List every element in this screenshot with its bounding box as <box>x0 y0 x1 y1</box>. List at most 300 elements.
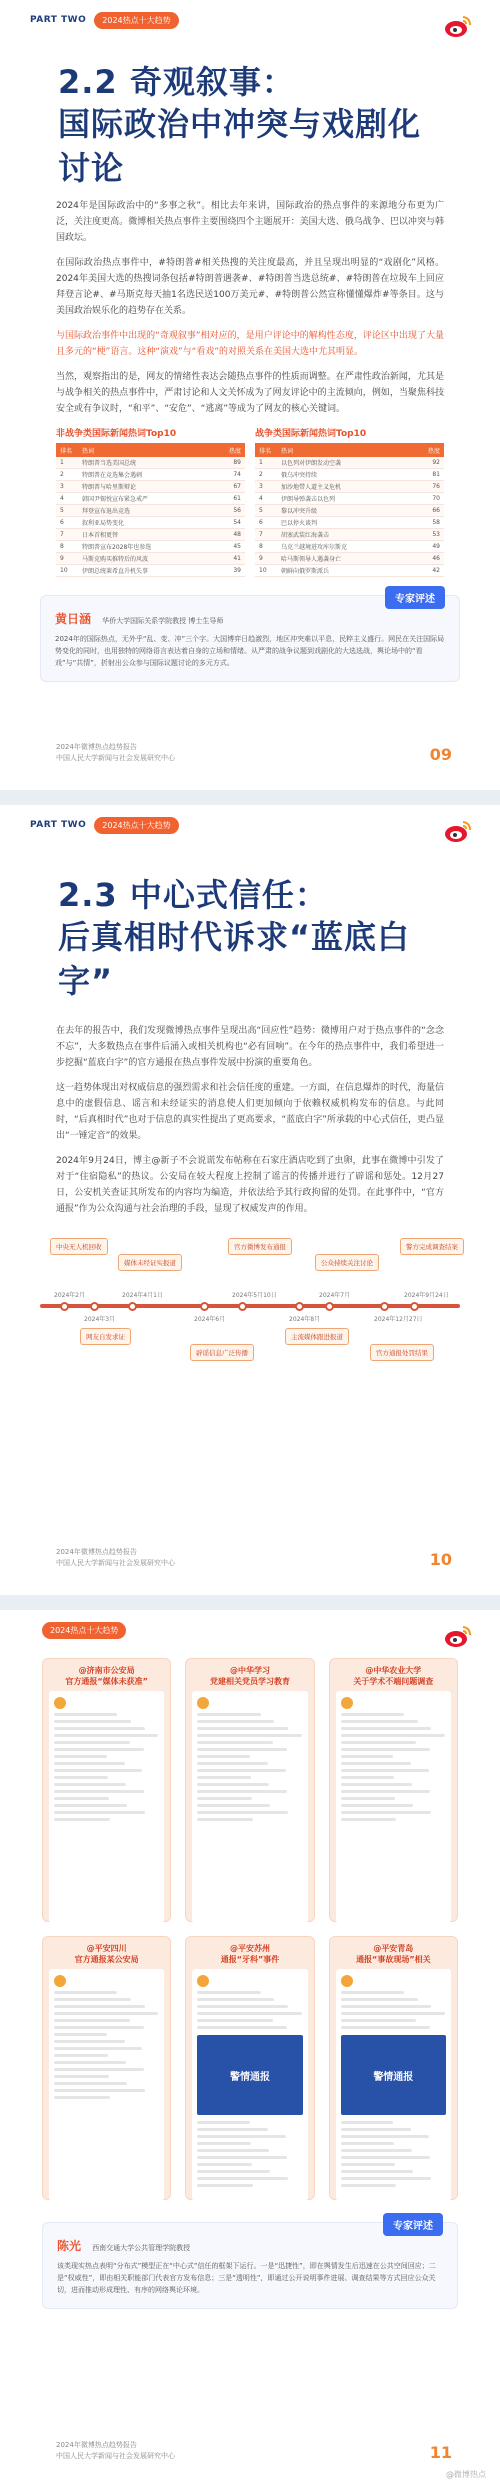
text-line-placeholder <box>197 2156 287 2159</box>
table-header <box>255 443 444 457</box>
page-header <box>0 0 500 40</box>
paragraph-highlight <box>0 328 500 360</box>
table-row <box>56 493 245 505</box>
timeline-date: 2024年6月 <box>194 1316 226 1323</box>
weibo-logo-icon <box>444 14 472 38</box>
col-word: 热词 <box>281 447 294 455</box>
text-line-placeholder <box>54 2026 144 2029</box>
table-row <box>56 553 245 565</box>
cell-rank: 8 <box>60 543 64 550</box>
weibo-post-screenshot <box>185 1658 314 1922</box>
text-line-placeholder <box>197 1991 260 1994</box>
cell-heat: 81 <box>432 471 440 478</box>
timeline-node <box>90 1302 99 1311</box>
cell-word: 日本首相更替 <box>82 532 119 539</box>
text-line-placeholder <box>341 2142 395 2145</box>
text-line-placeholder <box>54 2096 110 2099</box>
cell-rank: 5 <box>60 507 64 514</box>
table-rows <box>56 457 245 577</box>
expert-text: 2024年的国际热点，无外乎“乱、变、冲”三个字。大国博弈日趋激烈，地区冲突难以平息，民粹主义盛行。网民在关注国际局势变化的同时，也用独特的网络语言表达着自身的立场和情绪。从严肃的战争议题到戏剧化的大选选战，舆论场中的“看戏”与“共情”，折射出公众参与国际议题讨论的多元方式。 <box>55 635 445 667</box>
post-author <box>341 1975 446 1987</box>
text-line-placeholder <box>341 1755 394 1758</box>
weibo-logo-icon <box>444 819 472 843</box>
avatar <box>54 1697 66 1709</box>
table-row <box>255 517 444 529</box>
post-body <box>192 1969 307 2201</box>
notice-poster: 警情通报 <box>341 2035 446 2115</box>
timeline-event: 官方通报处罚结果 <box>370 1344 434 1361</box>
cell-heat: 56 <box>233 507 241 514</box>
text-line-placeholder <box>341 2128 412 2131</box>
cell-word: 黎以冲突升级 <box>281 508 318 515</box>
cell-heat: 49 <box>432 543 440 550</box>
page-number: 10 <box>429 1550 452 1569</box>
page-10 <box>0 805 500 1595</box>
highlight-text: 与国际政治事件中出现的“奇观叙事”相对应的，是用户评论中的解构性态度，评论区中出现了大量且多元的“梗”语言。这种“演戏”与“看戏”的对照关系在美国大选中尤其明显。 <box>56 331 444 357</box>
section-pill: 2024热点十大趋势 <box>94 817 178 834</box>
screenshot-caption: @中华农业大学 关于学术不端问题调查 <box>353 1666 434 1686</box>
cell-heat: 48 <box>233 531 241 538</box>
text-line-placeholder <box>197 1748 287 1751</box>
cell-word: 哈马斯领导人遇袭身亡 <box>281 556 342 563</box>
text-line-placeholder <box>54 1727 145 1730</box>
text-line-placeholder <box>341 2005 432 2008</box>
text-line-placeholder <box>341 1769 429 1772</box>
cell-word: 加沙地带人道主义危机 <box>281 484 342 491</box>
footer <box>56 742 175 764</box>
cell-word: 乌克兰越境进攻库尔斯克 <box>281 544 348 551</box>
table-row <box>255 541 444 553</box>
post-body <box>192 1691 307 1923</box>
cell-rank: 10 <box>60 567 68 574</box>
footer <box>56 1547 175 1569</box>
timeline-event: 官方微博发布通报 <box>228 1238 292 1255</box>
weibo-post-screenshot <box>42 1658 171 1922</box>
table-header <box>56 443 245 457</box>
col-heat: 热度 <box>228 447 241 455</box>
text-line-placeholder <box>54 1818 110 1821</box>
expert-title: 西南交通大学公共管理学院教授 <box>92 2244 191 2252</box>
text-line-placeholder <box>341 2012 445 2015</box>
text-line-placeholder <box>54 1762 125 1765</box>
text-line-placeholder <box>54 1783 126 1786</box>
text-line-placeholder <box>341 1713 404 1716</box>
title-line-1: 2.2 奇观叙事： <box>58 63 295 101</box>
timeline-date: 2024年4月1日 <box>122 1292 163 1299</box>
cell-rank: 1 <box>60 459 64 466</box>
text-line-placeholder <box>197 1720 274 1723</box>
expert-tag: 专家评述 <box>385 586 445 609</box>
watermark: @微博热点 <box>446 2470 486 2479</box>
cell-rank: 3 <box>259 483 263 490</box>
timeline-event: 警方完成调查结案 <box>400 1238 464 1255</box>
table-row <box>255 505 444 517</box>
text-line-placeholder <box>197 1762 268 1765</box>
text-line-placeholder <box>197 1755 250 1758</box>
timeline-node <box>295 1302 304 1311</box>
cell-rank: 6 <box>60 519 64 526</box>
text-line-placeholder <box>54 2089 145 2092</box>
cell-heat: 66 <box>432 507 440 514</box>
text-line-placeholder <box>341 2149 413 2152</box>
weibo-post-screenshot <box>329 1936 458 2200</box>
text-line-placeholder <box>54 1811 145 1814</box>
text-line-placeholder <box>197 1776 251 1779</box>
cell-heat: 46 <box>432 555 440 562</box>
text-line-placeholder <box>54 2012 158 2015</box>
screenshot-grid <box>0 1650 500 2200</box>
table-row <box>56 541 245 553</box>
text-line-placeholder <box>197 2149 269 2152</box>
part-label: PART TWO <box>30 820 87 830</box>
text-line-placeholder <box>197 1713 260 1716</box>
post-author <box>197 1697 302 1709</box>
text-line-placeholder <box>54 1998 131 2001</box>
text-line-placeholder <box>341 2177 432 2180</box>
paragraph: 2024年是国际政治中的“多事之秋”。相比去年来讲，国际政治的热点事件的来源地分布更为广泛，关注度更高。微博相关热点事件主要围绕四个主题展开：美国大选、俄乌战争、巴以冲突与韩国政坛。 <box>56 201 444 243</box>
text-line-placeholder <box>197 1734 301 1737</box>
cell-word: 朝鲜向俄罗斯派兵 <box>281 568 330 575</box>
text-line-placeholder <box>54 1755 107 1758</box>
text-line-placeholder <box>341 2170 414 2173</box>
timeline-node <box>380 1302 389 1311</box>
weibo-logo-icon <box>444 1624 472 1648</box>
expert-comment <box>40 595 460 682</box>
cell-heat: 53 <box>432 531 440 538</box>
cell-word: 伊朗导弹袭击以色列 <box>281 496 336 503</box>
cell-word: 特朗普当选美国总统 <box>82 460 137 467</box>
text-line-placeholder <box>54 2054 108 2057</box>
cell-heat: 45 <box>233 543 241 550</box>
cell-heat: 39 <box>233 567 241 574</box>
text-line-placeholder <box>197 1811 288 1814</box>
paragraph: 当然，观察指出的是，网友的情绪性表达会随热点事件的性质而调整。在严肃性政治新闻，尤其是与战争相关的热点事件中，严肃讨论和人文关怀成为了网友评论中的主流倾向，例如，当聚焦科技安全或有争议时，“和平”、“安危”、“逃离”等成为了网友的核心关键词。 <box>56 372 444 414</box>
avatar <box>197 1975 209 1987</box>
cell-rank: 7 <box>60 531 64 538</box>
notice-poster: 警情通报 <box>197 2035 302 2115</box>
cell-word: 特朗普与哈里斯辩论 <box>82 484 137 491</box>
text-line-placeholder <box>341 1727 432 1730</box>
post-body <box>49 1691 164 1923</box>
screenshot-caption: @济南市公安局 官方通报“媒体未获准” <box>65 1666 148 1686</box>
text-line-placeholder <box>54 2047 142 2050</box>
text-line-placeholder <box>54 1776 108 1779</box>
avatar <box>341 1975 353 1987</box>
text-line-placeholder <box>341 1818 397 1821</box>
cell-word: 特朗普在竞选集会遇刺 <box>82 472 143 479</box>
timeline-node <box>128 1302 137 1311</box>
timeline-event: 公众持续关注讨论 <box>315 1254 379 1271</box>
cell-rank: 6 <box>259 519 263 526</box>
text-line-placeholder <box>197 2142 251 2145</box>
page-header <box>0 1610 500 1650</box>
table-war <box>255 426 444 577</box>
text-line-placeholder <box>341 1776 395 1779</box>
timeline-date: 2024年3月 <box>84 1316 116 1323</box>
expert-title: 华侨大学国际关系学院教授 博士生导师 <box>102 617 224 625</box>
timeline-node <box>200 1302 209 1311</box>
col-rank: 排名 <box>259 447 272 455</box>
post-author <box>341 1697 446 1709</box>
text-line-placeholder <box>341 2163 396 2166</box>
paragraph: 在去年的报告中，我们发现微博热点事件呈现出高“回应性”趋势：微博用户对于热点事件的“念念不忘”，大多数热点在事件后涌入或相关机构也“必有回响”。在今年的热点事件中，我们希望进一步挖掘“蓝底白字”的官方通报在热点事件发展中扮演的重要角色。 <box>56 1026 444 1068</box>
text-line-placeholder <box>54 1734 158 1737</box>
text-line-placeholder <box>197 2019 273 2022</box>
expert-tag: 专家评述 <box>383 2213 443 2236</box>
page-9 <box>0 0 500 790</box>
text-line-placeholder <box>341 1804 414 1807</box>
timeline-node <box>60 1302 69 1311</box>
timeline-date: 2024年8月 <box>289 1316 321 1323</box>
text-line-placeholder <box>54 2075 109 2078</box>
text-line-placeholder <box>54 1991 117 1994</box>
table-row <box>255 481 444 493</box>
text-line-placeholder <box>341 1811 432 1814</box>
title-line-2: 国际政治中冲突与戏剧化讨论 <box>58 105 422 187</box>
text-line-placeholder <box>197 1783 269 1786</box>
cell-word: 伊朗总统莱希直升机失事 <box>82 568 149 575</box>
text-line-placeholder <box>54 2033 107 2036</box>
paragraph: 这一趋势体现出对权威信息的强烈需求和社会信任度的重建。一方面，在信息爆炸的时代，海量信息中的虚假信息、谣言和未经证实的消息使人们更加倾向于依赖权威机构发布的信息。与此同时，“后真相时代”也对于信息的真实性提出了更高要求，“蓝底白字”所承载的中心式信任，更凸显出“一锤定音”的效果。 <box>56 1083 444 1141</box>
cell-rank: 2 <box>259 471 263 478</box>
col-heat: 热度 <box>427 447 440 455</box>
timeline-date: 2024年12月27日 <box>374 1316 423 1323</box>
table-row <box>56 469 245 481</box>
cell-word: 特朗普宣布2028年也参选 <box>82 544 152 551</box>
text-line-placeholder <box>341 1748 431 1751</box>
table-row <box>255 469 444 481</box>
text-line-placeholder <box>54 2061 126 2064</box>
section-pill: 2024热点十大趋势 <box>42 1622 126 1639</box>
cell-rank: 9 <box>259 555 263 562</box>
text-line-placeholder <box>341 1783 413 1786</box>
cell-rank: 10 <box>259 567 267 574</box>
cell-heat: 92 <box>432 459 440 466</box>
page-title <box>0 845 500 1023</box>
text-line-placeholder <box>341 1991 404 1994</box>
table-row <box>56 517 245 529</box>
text-line-placeholder <box>54 2005 145 2008</box>
table-row <box>255 457 444 469</box>
timeline-node <box>410 1302 419 1311</box>
table-row <box>56 481 245 493</box>
screenshot-caption: @平安苏州 通报“牙科”事件 <box>220 1944 280 1964</box>
timeline-date: 2024年2月 <box>54 1292 86 1299</box>
cell-heat: 41 <box>233 555 241 562</box>
page-11 <box>0 1610 500 2488</box>
text-line-placeholder <box>197 1804 270 1807</box>
cell-rank: 7 <box>259 531 263 538</box>
cell-rank: 4 <box>60 495 64 502</box>
cell-rank: 8 <box>259 543 263 550</box>
text-line-placeholder <box>54 1790 144 1793</box>
table-row <box>255 529 444 541</box>
cell-rank: 9 <box>60 555 64 562</box>
text-line-placeholder <box>197 1998 274 2001</box>
text-line-placeholder <box>341 2135 429 2138</box>
cell-heat: 67 <box>233 483 241 490</box>
cell-rank: 1 <box>259 459 263 466</box>
text-line-placeholder <box>197 2005 288 2008</box>
cell-heat: 42 <box>432 567 440 574</box>
expert-name: 黄日涵 <box>55 612 92 626</box>
text-line-placeholder <box>197 1818 253 1821</box>
col-rank: 排名 <box>60 447 73 455</box>
cell-heat: 58 <box>432 519 440 526</box>
page-number: 11 <box>429 2443 452 2462</box>
footer-line: 中国人民大学新闻与社会发展研究中心 <box>56 1559 175 1567</box>
text-line-placeholder <box>197 1797 252 1800</box>
table-row <box>56 529 245 541</box>
table-row <box>56 457 245 469</box>
footer-line: 2024年微博热点趋势报告 <box>56 743 137 751</box>
text-line-placeholder <box>54 1713 117 1716</box>
timeline-node <box>325 1302 334 1311</box>
text-line-placeholder <box>341 1998 418 2001</box>
text-line-placeholder <box>54 2082 127 2085</box>
cell-word: 胡塞武装红海袭击 <box>281 532 330 539</box>
text-line-placeholder <box>197 1727 288 1730</box>
timeline-node <box>238 1302 247 1311</box>
text-line-placeholder <box>341 1797 396 1800</box>
cell-heat: 54 <box>233 519 241 526</box>
text-line-placeholder <box>54 2068 144 2071</box>
table-row <box>255 553 444 565</box>
paragraph: 2024年9月24日，博主@新子不会说谎发布帖称在石家庄酒店吃到了虫卵，此事在微博中引发了对于“住宿隐私”的热议。公安局在较大程度上控制了谣言的传播并进行了辟谣和惩处。12月27日，公安机关查证其所发布的内容均为编造，并依法给予其行政拘留的处罚。在此事件中，“官方通报”作为公众沟通与社会治理的手段，显现了权威发声的作用。 <box>56 1156 444 1214</box>
footer-line: 2024年微博热点趋势报告 <box>56 2441 137 2449</box>
text-line-placeholder <box>341 1762 412 1765</box>
hotword-tables <box>0 426 500 577</box>
cell-rank: 5 <box>259 507 263 514</box>
page-number: 09 <box>429 745 452 764</box>
table-row <box>56 565 245 577</box>
weibo-post-screenshot <box>42 1936 171 2200</box>
cell-word: 叙利亚局势变化 <box>82 520 125 527</box>
table-title: 战争类国际新闻热词Top10 <box>255 429 367 439</box>
footer-line: 中国人民大学新闻与社会发展研究中心 <box>56 754 175 762</box>
cell-word: 以色列对伊朗发动空袭 <box>281 460 342 467</box>
text-line-placeholder <box>54 2040 125 2043</box>
timeline-event: 媒体未经证实报道 <box>118 1254 182 1271</box>
text-line-placeholder <box>341 1734 445 1737</box>
timeline-event: 网友自发求证 <box>80 1328 131 1345</box>
timeline-date: 2024年9月24日 <box>404 1292 449 1299</box>
screenshot-caption: @平安青岛 通报“事故现场”相关 <box>356 1944 431 1964</box>
text-line-placeholder <box>54 1804 127 1807</box>
section-pill: 2024热点十大趋势 <box>94 12 178 29</box>
text-line-placeholder <box>341 2026 431 2029</box>
weibo-post-screenshot <box>185 1936 314 2200</box>
text-line-placeholder <box>54 2019 130 2022</box>
cell-word: 马斯克购买推特后的风波 <box>82 556 149 563</box>
post-body <box>49 1969 164 2201</box>
timeline-event: 辟谣信息广泛传播 <box>190 1344 254 1361</box>
text-line-placeholder <box>341 1790 431 1793</box>
expert-text: 该类现实热点表明“分布式”模型正在“中心式”信任的框架下运行。一是“迅捷性”，即在舆情发生后迅速在公共空间回应；二是“权威性”，即由相关职能部门代表官方发布信息；三是“透明性”，即通过公开说明事件进展、调查结果等方式回应公众关切，进而推动形成理性、有序的网络舆论环境。 <box>57 2262 436 2294</box>
post-body <box>336 1969 451 2201</box>
weibo-post-screenshot <box>329 1658 458 1922</box>
cell-word: 巴以停火谈判 <box>281 520 318 527</box>
table-row <box>255 493 444 505</box>
page-title <box>0 40 500 198</box>
text-line-placeholder <box>197 2184 253 2187</box>
page-header <box>0 805 500 845</box>
text-line-placeholder <box>341 2184 397 2187</box>
avatar <box>54 1975 66 1987</box>
timeline-event: 中央无人机回收 <box>50 1238 108 1255</box>
timeline-date: 2024年5月10日 <box>232 1292 277 1299</box>
text-line-placeholder <box>54 1720 131 1723</box>
avatar <box>341 1697 353 1709</box>
text-line-placeholder <box>54 1797 109 1800</box>
cell-heat: 70 <box>432 495 440 502</box>
title-line-2: 后真相时代诉求“蓝底白字” <box>58 918 411 1000</box>
text-line-placeholder <box>197 2177 288 2180</box>
cell-rank: 4 <box>259 495 263 502</box>
text-line-placeholder <box>341 2121 394 2124</box>
timeline-date: 2024年7月 <box>319 1292 351 1299</box>
cell-rank: 2 <box>60 471 64 478</box>
text-line-placeholder <box>197 1741 273 1744</box>
text-line-placeholder <box>197 1790 287 1793</box>
table-title: 非战争类国际新闻热词Top10 <box>56 429 177 439</box>
text-line-placeholder <box>197 2012 301 2015</box>
text-line-placeholder <box>197 2128 268 2131</box>
text-line-placeholder <box>54 1769 142 1772</box>
text-line-placeholder <box>54 1748 144 1751</box>
footer-line: 中国人民大学新闻与社会发展研究中心 <box>56 2452 175 2460</box>
table-row <box>56 505 245 517</box>
text-line-placeholder <box>197 2170 270 2173</box>
cell-rank: 3 <box>60 483 64 490</box>
screenshot-caption: @平安四川 官方通报某公安局 <box>74 1944 139 1964</box>
screenshot-caption: @中华学习 党建相关党员学习教育 <box>209 1666 290 1686</box>
cell-heat: 76 <box>432 483 440 490</box>
text-line-placeholder <box>54 1741 130 1744</box>
table-non-war <box>56 426 245 577</box>
text-line-placeholder <box>197 2135 285 2138</box>
text-line-placeholder <box>197 2163 252 2166</box>
part-label: PART TWO <box>30 15 87 25</box>
table-row <box>255 565 444 577</box>
title-line-1: 2.3 中心式信任： <box>58 876 328 914</box>
text-line-placeholder <box>341 2156 431 2159</box>
expert-comment <box>42 2222 458 2309</box>
cell-heat: 74 <box>233 471 241 478</box>
post-author <box>197 1975 302 1987</box>
table-rows <box>255 457 444 577</box>
post-author <box>54 1975 159 1987</box>
timeline-event: 主流媒体跟进报道 <box>285 1328 349 1345</box>
text-line-placeholder <box>341 1741 417 1744</box>
col-word: 热词 <box>82 447 95 455</box>
text-line-placeholder <box>341 1720 418 1723</box>
cell-heat: 89 <box>233 459 241 466</box>
footer-line: 2024年微博热点趋势报告 <box>56 1548 137 1556</box>
text-line-placeholder <box>197 2026 287 2029</box>
cell-word: 俄乌冲突持续 <box>281 472 318 479</box>
paragraph: 在国际政治热点事件中，#特朗普#相关热搜的关注度最高，并且呈现出明显的“戏剧化”风格。2024年美国大选的热搜词条包括#特朗普遇袭#、#特朗普当选总统#、#特朗普在垃圾车上回应拜登言论#、#马斯克每天抽1名选民送100万美元#、#特朗普公然宣称懂懂爆炸#等条目。这与美国政治娱乐化的趋势存在关系。 <box>56 258 444 316</box>
post-author <box>54 1697 159 1709</box>
footer <box>56 2440 175 2462</box>
cell-heat: 61 <box>233 495 241 502</box>
timeline-axis <box>40 1304 460 1308</box>
text-line-placeholder <box>341 2019 417 2022</box>
expert-name: 陈光 <box>57 2239 82 2253</box>
event-timeline <box>40 1226 460 1366</box>
text-line-placeholder <box>197 1769 285 1772</box>
post-body <box>336 1691 451 1923</box>
